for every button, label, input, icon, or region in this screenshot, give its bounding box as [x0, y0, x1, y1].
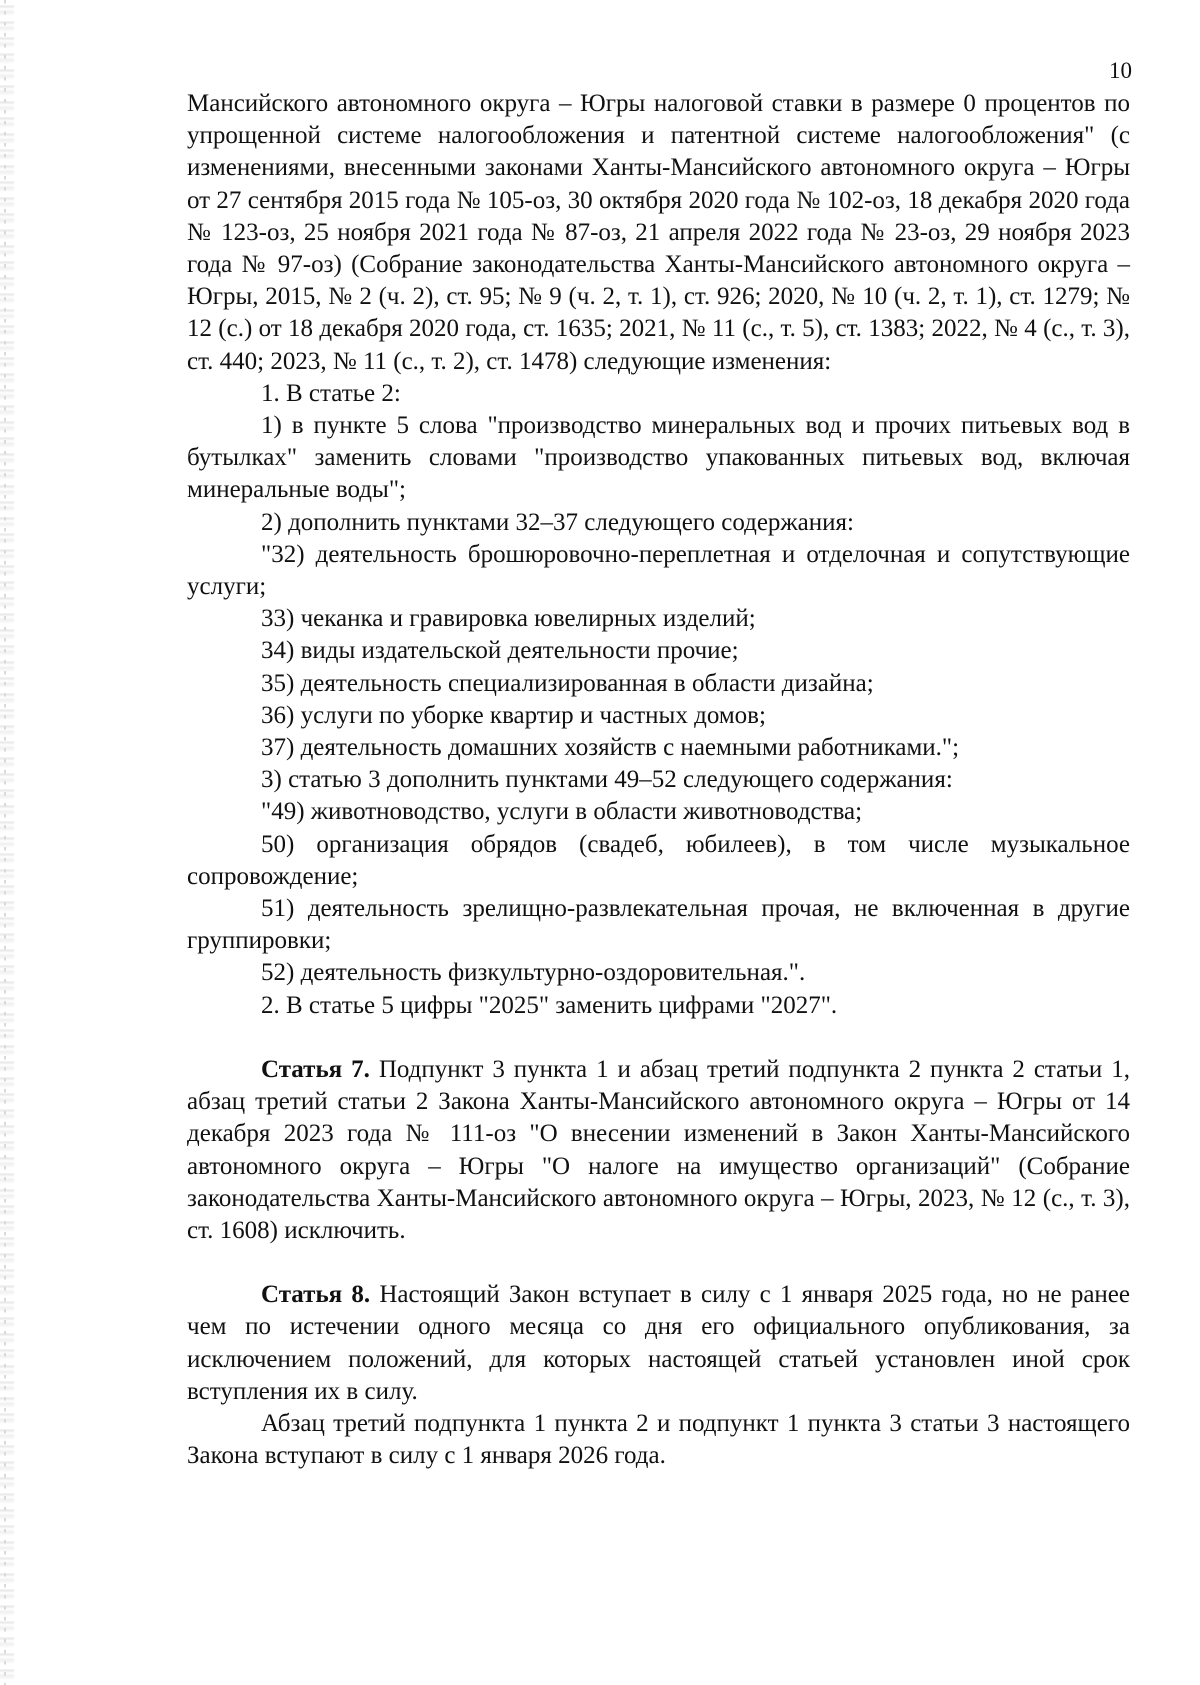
paragraph-point-34: 34) виды издательской деятельности прочие; — [261, 637, 739, 665]
article-7-label: Статья 7. — [261, 1055, 370, 1083]
paragraph-point-51: 51) деятельность зрелищно-развлекательная прочая, не включенная в другие группировки; — [187, 895, 1130, 955]
scan-edge-artifact — [0, 0, 14, 1685]
paragraph-point-52: 52) деятельность физкультурно-оздоровительная.". — [261, 959, 806, 987]
page-number: 10 — [1109, 58, 1132, 83]
paragraph-subitem-2: 2) дополнить пунктами 32–37 следующего содержания: — [261, 508, 854, 536]
paragraph-subitem-1: 1) в пункте 5 слова "производство минеральных вод и прочих питьевых вод в бутылках" заменить словами "производство упакованных питьевых вод, включая минеральные воды"; — [187, 412, 1130, 504]
paragraph-item-2: 2. В статье 5 цифры "2025" заменить цифрами "2027". — [261, 991, 838, 1019]
paragraph-point-37: 37) деятельность домашних хозяйств с наемными работниками."; — [261, 734, 960, 762]
paragraph-item-1: 1. В статье 2: — [261, 379, 401, 407]
article-8 — [187, 1279, 1130, 1408]
paragraph-point-35: 35) деятельность специализированная в области дизайна; — [261, 669, 874, 697]
paragraph-subitem-3: 3) статью 3 дополнить пунктами 49–52 следующего содержания: — [261, 766, 953, 794]
article-8-label: Статья 8. — [261, 1281, 371, 1309]
article-7 — [187, 1054, 1130, 1247]
paragraph-point-49: "49) животноводство, услуги в области животноводства; — [261, 798, 863, 826]
paragraph-point-33: 33) чеканка и гравировка ювелирных изделий; — [261, 605, 756, 633]
article-8-text: Настоящий Закон вступает в силу с 1 января 2025 года, но не ранее чем по истечении одного месяца со дня его официального опубликования, за исключением положений, для которых настоящей статьей установлен иной срок вступления их в силу. — [187, 1281, 1130, 1405]
paragraph-point-32: "32) деятельность брошюровочно-переплетная и отделочная и сопутствующие услуги; — [187, 540, 1130, 601]
paragraph-point-36: 36) услуги по уборке квартир и частных домов; — [261, 701, 766, 729]
document-body — [187, 88, 1130, 1472]
article-7-text: Подпункт 3 пункта 1 и абзац третий подпункта 2 пункта 2 статьи 1, абзац третий статьи 2 Закона Ханты-Мансийского автономного округа – Югры от 14 декабря 2023 года № 111-оз "О внесении изменений в Закон Ханты-Мансийского автономного округа – Югры "О налоге на имущество организаций" (Собрание законодательства Ханты-Мансийского автономного округа – Югры, 2023, № 12 (с., т. 3), ст. 1608) исключить. — [187, 1055, 1130, 1244]
article-8-paragraph-2: Абзац третий подпункта 1 пункта 2 и подпункт 1 пункта 3 статьи 3 настоящего Закона вступают в силу с 1 января 2026 года. — [187, 1409, 1130, 1470]
paragraph-point-50: 50) организация обрядов (свадеб, юбилеев), в том числе музыкальное сопровождение; — [187, 830, 1130, 890]
paragraph-continuation: Мансийского автономного округа – Югры налоговой ставки в размере 0 процентов по упрощенной системе налогообложения и патентной системе налогообложения" (с изменениями, внесенными законами Ханты-Мансийского автономного округа – Югры от 27 сентября 2015 года № 105-оз, 30 октября 2020 года № 102-оз, 18 декабря 2020 года № 123-оз, 25 ноября 2021 года № 87-оз, 21 апреля 2022 года № 23-оз, 29 ноября 2023 года № 97-оз) (Собрание законодательства Ханты-Мансийского автономного округа – Югры, 2015, № 2 (ч. 2), ст. 95; № 9 (ч. 2, т. 1), ст. 926; 2020, № 10 (ч. 2, т. 1), ст. 1279; № 12 (с.) от 18 декабря 2020 года, ст. 1635; 2021, № 11 (с., т. 5), ст. 1383; 2022, № 4 (с., т. 3), ст. 440; 2023, № 11 (с., т. 2), ст. 1478) следующие изменения: — [187, 90, 1130, 375]
